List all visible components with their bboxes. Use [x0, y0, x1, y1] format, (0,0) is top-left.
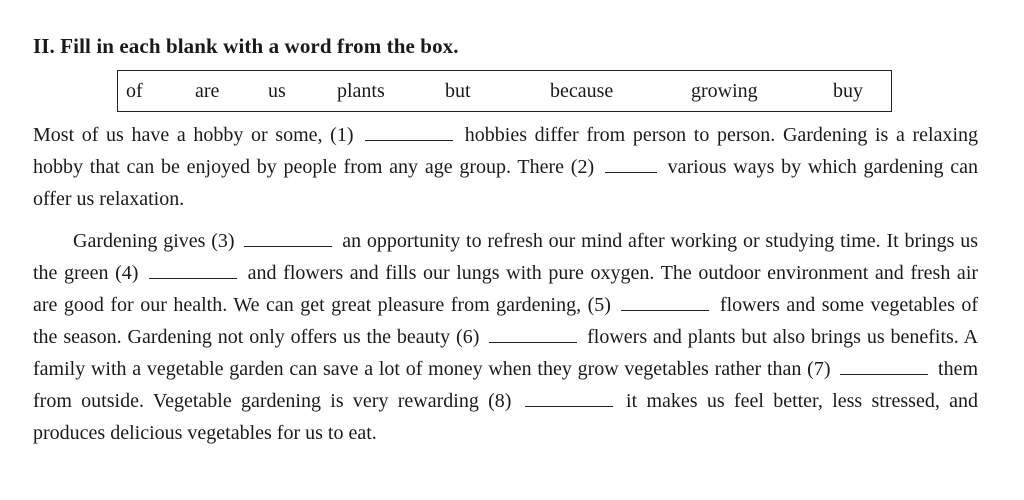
blank-5[interactable] — [621, 292, 709, 311]
word-but: but — [445, 80, 471, 102]
word-box — [117, 70, 892, 112]
blank-1[interactable] — [365, 122, 453, 141]
word-of: of — [126, 80, 143, 102]
blank-number: (8) — [488, 390, 512, 412]
paragraph-text: and flowers and fills our lungs with pure oxygen. The outdoor environment and fresh air are good for our health. We can get great pleasure from gardening, — [33, 262, 979, 316]
paragraph-text: various ways by which gardening can offer us relaxation. — [33, 156, 979, 210]
paragraph-text: it makes us feel better, less stressed, and produces delicious vegetables for us to eat. — [33, 390, 978, 444]
paragraph-text: flowers and plants but also brings us benefits. A family with a vegetable garden can save a lot of money when they grow vegetables rather than — [33, 326, 979, 380]
paragraph-1 — [33, 119, 978, 215]
blank-number: (3) — [211, 230, 235, 252]
blank-7[interactable] — [840, 356, 928, 375]
paragraph-text: Most of us have a hobby or some, — [33, 124, 323, 146]
blank-number: (1) — [330, 124, 354, 146]
word-plants: plants — [337, 80, 385, 102]
blank-number: (7) — [807, 358, 831, 380]
blank-3[interactable] — [244, 228, 332, 247]
blank-6[interactable] — [489, 324, 577, 343]
word-us: us — [268, 80, 286, 102]
blank-8[interactable] — [525, 388, 613, 407]
paragraph-2 — [33, 225, 978, 449]
word-because: because — [550, 80, 614, 102]
blank-number: (5) — [587, 294, 611, 316]
blank-number: (4) — [115, 262, 139, 284]
blank-4[interactable] — [149, 260, 237, 279]
exercise-title: II. Fill in each blank with a word from the box. — [33, 34, 459, 58]
word-growing: growing — [691, 80, 758, 102]
paragraph-text: Gardening gives — [73, 230, 206, 252]
blank-number: (6) — [456, 326, 480, 348]
paragraph-text: an opportunity to refresh our mind after working or studying time. It brings us the green — [33, 230, 979, 284]
paragraph-text: flowers and some vegetables of the season. Gardening not only offers us the beauty — [33, 294, 979, 348]
word-are: are — [195, 80, 220, 102]
blank-2[interactable] — [605, 154, 657, 173]
paragraph-text: them from outside. Vegetable gardening is very rewarding — [33, 358, 979, 412]
paragraph-text: hobbies differ from person to person. Gardening is a relaxing hobby that can be enjoyed by people from any age group. There — [33, 124, 979, 178]
word-buy: buy — [833, 80, 863, 102]
blank-number: (2) — [570, 156, 595, 178]
